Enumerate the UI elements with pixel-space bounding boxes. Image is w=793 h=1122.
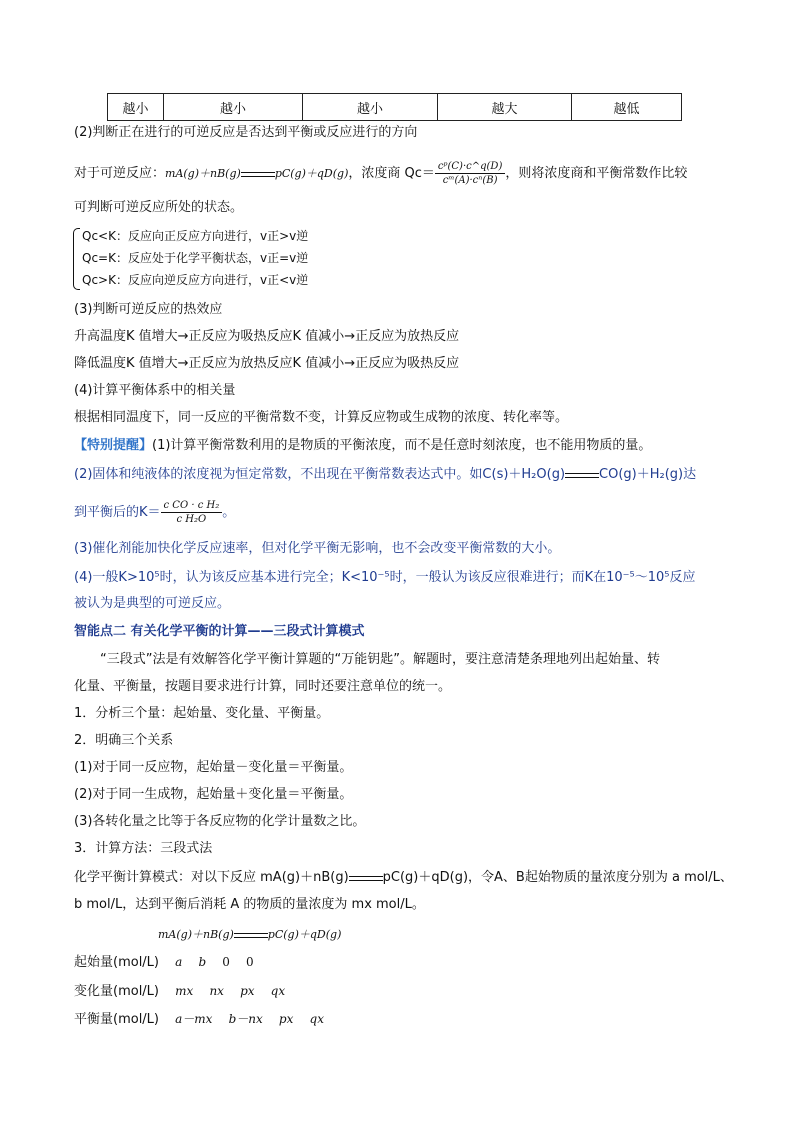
case-line: Qc<K：反应向正反应方向进行，v正>v逆 [82,229,309,243]
reaction-equation [158,926,341,944]
section-heading: 智能点二 有关化学平衡的计算——三段式计算模式 [74,624,365,639]
text: ，则将浓度商和平衡常数作比较 [505,166,688,181]
text-line: b mol/L，达到平衡后消耗 A 的物质的量浓度为 mx mol/L。 [74,897,425,912]
row-value: a－mx [175,1012,213,1026]
text-line: “三段式”法是有效解答化学平衡计算题的“万能钥匙”。解题时，要注意清楚条理地列出起始量、转 [100,652,660,667]
row-label: 平衡量(mol/L) [74,1012,159,1027]
text: pC(g)＋qD(g)，令A、B起始物质的量浓度分别为 a mol/L、 [382,870,733,885]
quotient-fraction [435,160,505,187]
row-value: qx [309,1012,324,1026]
list-item: 1．分析三个量：起始量、变化量、平衡量。 [74,706,330,721]
row-label: 起始量(mol/L) [74,955,159,970]
text-line [74,869,733,887]
row-value: 0 [222,955,230,969]
text: 到平衡后的K＝ [74,505,161,520]
text: ，浓度商 Qc＝ [348,166,435,181]
table-cell: 越小 [164,94,303,121]
tip-line: 被认为是典型的可逆反应。 [74,596,231,611]
row-value: nx [209,984,224,998]
list-item: (2)对于同一生成物，起始量＋变化量＝平衡量。 [74,787,353,802]
table-cell: 越小 [108,94,164,121]
list-item: 3．计算方法：三段式法 [74,841,213,856]
tip-line [74,437,651,455]
row-value: mx [175,984,194,998]
tip-line: (4)一般K>10⁵时，认为该反应基本进行完全；K<10⁻⁵时，一般认为该反应很难进行；而K在10⁻⁵～10⁵反应 [74,570,696,585]
text: CO(g)＋H₂(g)达 [599,467,697,482]
text: 化学平衡计算模式：对以下反应 mA(g)＋nB(g) [74,870,349,885]
equilibrium-arrow-icon [241,169,275,179]
tip-label: 【特别提醒】 [74,438,153,453]
tip-line [74,466,696,484]
case-line: Qc>K：反应向逆反应方向进行，v正<v逆 [82,273,309,287]
row-label: 变化量(mol/L) [74,984,159,999]
row-value: px [240,984,255,998]
table-cell: 越大 [438,94,572,121]
reaction-rhs: pC(g)＋qD(g) [267,928,342,941]
three-stage-row [74,1010,324,1029]
row-value: b－nx [228,1012,263,1026]
text-line: 可判断可逆反应所处的状态。 [74,200,244,215]
fraction-denominator: c H₂O [176,514,207,525]
three-stage-row [74,953,254,972]
row-value: b [198,955,207,969]
row-value: 0 [246,955,254,969]
list-item: (1)对于同一反应物，起始量－变化量＝平衡量。 [74,760,353,775]
table-cell: 越小 [303,94,438,121]
fraction-numerator: cᵖ(C)·c^q(D) [435,160,505,174]
text: 。 [222,505,236,520]
equilibrium-arrow-icon [234,930,268,940]
section-title: (2)判断正在进行的可逆反应是否达到平衡或反应进行的方向 [74,125,418,140]
reaction-rhs: pC(g)＋qD(g) [274,167,349,180]
row-value: px [278,1012,294,1026]
text: (2)固体和纯液体的浓度视为恒定常数，不出现在平衡常数表达式中。如C(s)＋H₂O(g) [74,467,566,482]
text: 对于可逆反应： [74,166,166,181]
k-fraction [161,499,223,526]
row-value: qx [270,984,286,998]
fraction-denominator: cᵐ(A)·cⁿ(B) [442,175,498,186]
comparison-table [107,93,682,121]
tip-line [74,499,235,526]
left-brace-icon [73,228,80,290]
row-value: a [175,955,183,969]
text-line: 根据相同温度下，同一反应的平衡常数不变，计算反应物或生成物的浓度、转化率等。 [74,410,569,425]
reaction-lhs: mA(g)＋nB(g) [158,928,234,941]
list-item: 2．明确三个关系 [74,733,174,748]
fraction-numerator: c CO · c H₂ [161,499,223,513]
list-item: (3)各转化量之比等于各反应物的化学计量数之比。 [74,814,366,829]
text-line: 化量、平衡量，按题目要求进行计算，同时还要注意单位的统一。 [74,679,452,694]
text-line: 降低温度K 值增大→正反应为放热反应K 值减小→正反应为吸热反应 [74,356,460,371]
equilibrium-arrow-icon [349,873,383,883]
text-line: 升高温度K 值增大→正反应为吸热反应K 值减小→正反应为放热反应 [74,329,460,344]
reaction-lhs: mA(g)＋nB(g) [165,167,241,180]
three-stage-row [74,982,285,1001]
section-title: (3)判断可逆反应的热效应 [74,302,223,317]
text: (1)计算平衡常数利用的是物质的平衡浓度，而不是任意时刻浓度，也不能用物质的量。 [152,438,652,453]
table-cell: 越低 [572,94,682,121]
table-row [108,94,682,121]
case-line: Qc=K：反应处于化学平衡状态，v正=v逆 [82,251,309,265]
section-title: (4)计算平衡体系中的相关量 [74,383,236,398]
reaction-quotient-line [74,160,687,187]
tip-line: (3)催化剂能加快化学反应速率，但对化学平衡无影响，也不会改变平衡常数的大小。 [74,541,561,556]
equilibrium-arrow-icon [565,470,599,480]
